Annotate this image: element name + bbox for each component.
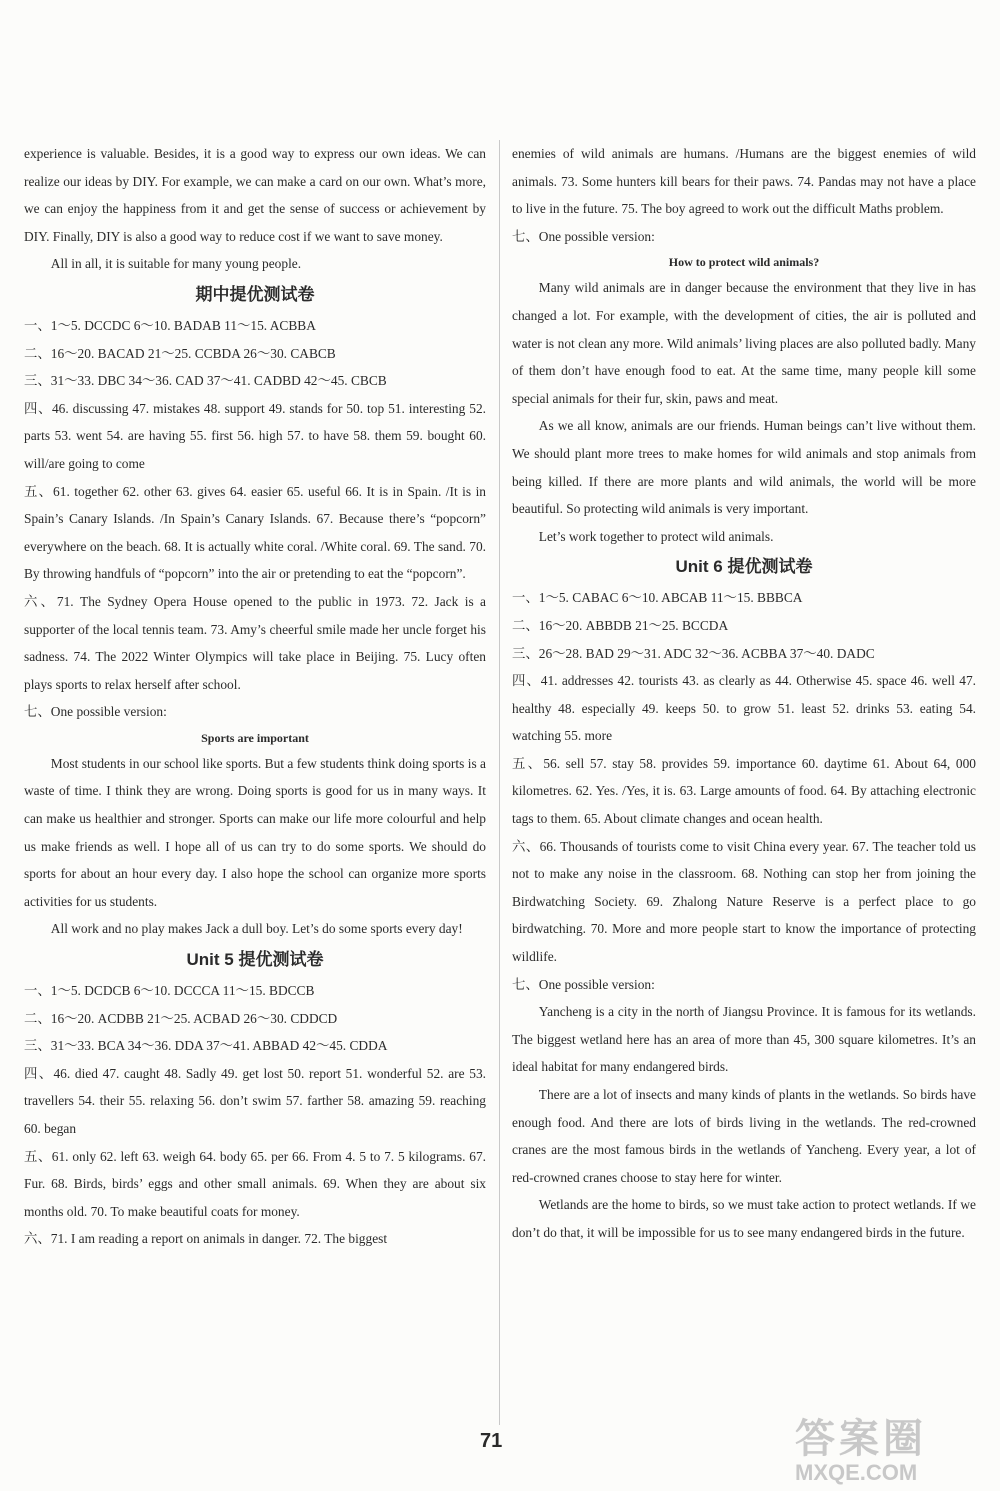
answer-paragraph: 六、71. I am reading a report on animals in danger. 72. The biggest <box>24 1231 388 1247</box>
section-title: 期中提优测试卷 <box>195 284 315 304</box>
answer-line: 二、16～20. ABBDB 21～25. BCCDA <box>512 617 729 633</box>
answer-line: 七、One possible version: <box>512 976 655 992</box>
answer-line: 一、1～5. DCDCB 6～10. DCCCA 11～15. BDCCB <box>24 983 315 999</box>
watermark-text: 答案圈 <box>795 1417 927 1461</box>
answer-line: 三、31～33. BCA 34～36. DDA 37～41. ABBAD 42～45. CDDA <box>24 1038 388 1054</box>
answer-paragraph: 五、56. sell 57. stay 58. provides 59. importance 60. daytime 61. About 64, 000 kilometres. 62. Yes. /Yes, it is. 63. Large amounts of food. 64. By attaching electronic tags to them. 65. About climate changes and ocean health. <box>512 755 976 827</box>
answer-line: 二、16～20. BACAD 21～25. CCBDA 26～30. CABCB <box>24 345 336 361</box>
essay-paragraph: Most students in our school like sports. But a few students think doing sports is a waste of time. I think they are wrong. Doing sports is good for us in many ways. It can make us healthier and stronger. Sports can make our life more colourful and help us make friends as well. I hope all of us can try to do some sports. We should do sports for about an hour every day. I also hope the school can organize more sports activities for us students. <box>24 755 486 909</box>
answer-line: 一、1～5. CABAC 6～10. ABCAB 11～15. BBBCA <box>512 590 803 606</box>
answer-line: 一、1～5. DCCDC 6～10. BADAB 11～15. ACBBA <box>24 317 316 333</box>
section-title: Unit 6 提优测试卷 <box>675 557 813 577</box>
answer-paragraph: enemies of wild animals are humans. /Humans are the biggest enemies of wild animals. 73. Some hunters kill bears for their paws. 74. Pandas may not have a place to live in the future. 75. The boy agreed to work out the difficult Maths problem. <box>512 146 976 217</box>
answer-paragraph: 四、41. addresses 42. tourists 43. as clearly as 44. Otherwise 45. space 46. well 47. healthy 48. especially 49. keeps 50. to grow 51. least 52. drinks 53. eating 54. watching 55. more <box>512 673 976 744</box>
essay-paragraph: There are a lot of insects and many kinds of plants in the wetlands. So birds have enough food. And there are lots of birds living in the wetlands. The red-crowned cranes are the most famous birds in the wetlands of Yancheng. Every year, a lot of red-crowned cranes choose to stay here for winter. <box>512 1087 976 1185</box>
column-divider <box>499 140 500 1425</box>
answer-line: 七、One possible version: <box>512 228 655 244</box>
answer-paragraph: 四、46. died 47. caught 48. Sadly 49. get lost 50. report 51. wonderful 52. are 53. travellers 54. their 55. relaxing 56. don’t swim 57. farther 58. amazing 59. reaching 60. began <box>24 1065 486 1136</box>
essay-paragraph: Yancheng is a city in the north of Jiangsu Province. It is famous for its wetlands. The biggest wetland here has an area of more than 45, 300 square kilometres. It’s an ideal habitat for many endangered birds. <box>512 1004 976 1075</box>
answer-paragraph: 六、71. The Sydney Opera House opened to the public in 1973. 72. Jack is a supporter of the local tennis team. 73. Amy’s cheerful smile made her uncle forget his sadness. 74. The 2022 Winter Olympics will take place in Beijing. 75. Lucy often plays sports to relax herself after school. <box>24 593 486 692</box>
right-column <box>512 140 976 1247</box>
answer-paragraph: 五、61. only 62. left 63. weigh 64. body 65. per 66. From 4. 5 to 7. 5 kilograms. 67. Fur. 68. Birds, birds’ eggs and other small animals. 69. When they are about six months old. 70. To make beautiful coats for money. <box>24 1148 486 1219</box>
answer-line: 七、One possible version: <box>24 704 167 720</box>
essay-paragraph: All work and no play makes Jack a dull boy. Let’s do some sports every day! <box>50 921 463 937</box>
section-title: Unit 5 提优测试卷 <box>186 950 324 970</box>
page-number: 71 <box>480 1430 503 1452</box>
answer-paragraph: experience is valuable. Besides, it is a good way to express our own ideas. We can realize our ideas by DIY. For example, we can make a card on our own. What’s more, we can enjoy the happiness from it and get the sense of success or achievement by DIY. Finally, DIY is also a good way to reduce cost if we want to save money. <box>24 146 486 244</box>
watermark-logo <box>795 1418 995 1490</box>
answer-line: 二、16～20. ACDBB 21～25. ACBAD 26～30. CDDCD <box>24 1010 338 1026</box>
essay-paragraph: As we all know, animals are our friends. Human beings can’t live without them. We should plant more trees to make homes for wild animals and stop animals from being killed. If there are more plants and wild animals, the world will be more beautiful. So protecting wild animals is very important. <box>512 418 976 517</box>
essay-paragraph: Wetlands are the home to birds, so we must take action to protect wetlands. If we don’t do that, it will be impossible for us to see many endangered birds in the future. <box>512 1197 976 1240</box>
answer-line: 三、31～33. DBC 34～36. CAD 37～41. CADBD 42～45. CBCB <box>24 373 387 389</box>
essay-title: Sports are important <box>201 730 309 745</box>
essay-paragraph: Let’s work together to protect wild animals. <box>538 528 774 544</box>
answer-paragraph: 五、61. together 62. other 63. gives 64. easier 65. useful 66. It is in Spain. /It is in Spain’s Canary Islands. /In Spain’s Canary Islands. 67. Because there’s “popcorn” everywhere on the beach. 68. It is actually white coral. /White coral. 69. The sand. 70. By throwing handfuls of “popcorn” into the air or pretending to eat the “popcorn”. <box>24 483 486 582</box>
answer-line: 三、26～28. BAD 29～31. ADC 32～36. ACBBA 37～40. DADC <box>512 645 875 661</box>
answer-paragraph: 四、46. discussing 47. mistakes 48. support 49. stands for 50. top 51. interesting 52. parts 53. went 54. are having 55. first 56. high 57. to have 58. them 59. bought 60. will/are going to come <box>24 400 486 471</box>
left-column <box>24 140 486 1253</box>
essay-paragraph: All in all, it is suitable for many young people. <box>50 256 302 272</box>
answer-paragraph: 六、66. Thousands of tourists come to visit China every year. 67. The teacher told us not to make any noise in the classroom. 68. Nothing can stop her from joining the Birdwatching Society. 69. Zhalong Nature Reserve is a perfect place to go birdwatching. 70. More and more people start to know the importance of protecting wildlife. <box>512 838 976 965</box>
watermark-url: MXQE.COM <box>795 1460 918 1485</box>
essay-title: How to protect wild animals? <box>668 255 820 270</box>
essay-paragraph: Many wild animals are in danger because the environment that they live in has changed a lot. For example, with the development of cities, the air is polluted and water is not clean any more. Wild animals’ living places are also polluted badly. Many of them don’t have enough food to eat. At the same time, many people kill some special animals for their fur, skin, paws and meat. <box>512 280 976 406</box>
